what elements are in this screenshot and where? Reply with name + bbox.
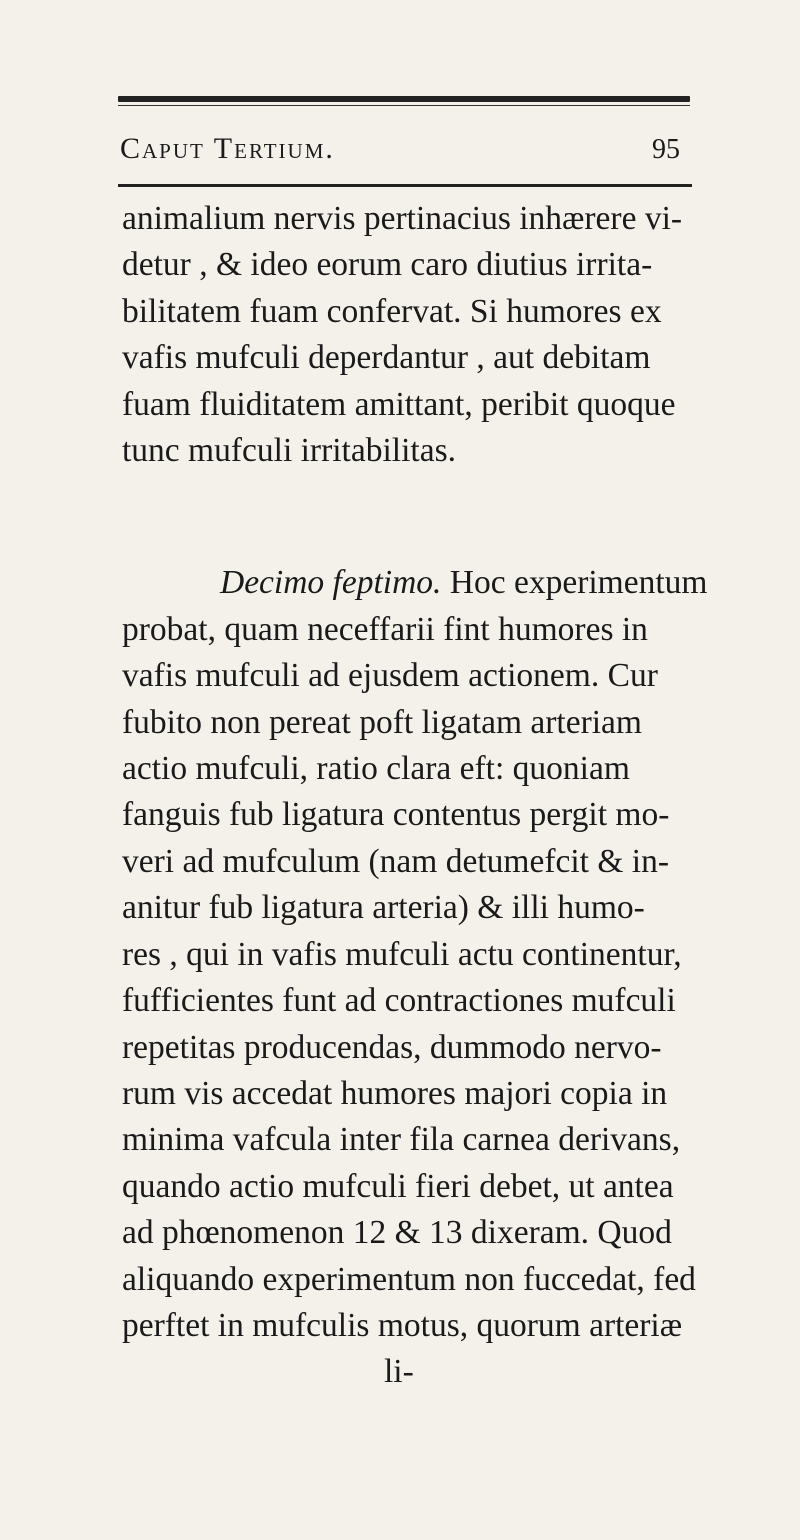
section-lead: Decimo feptimo. — [220, 564, 442, 602]
text-line: anitur fub ligatura arteria) & illi humo- — [122, 889, 645, 927]
text-line: rum vis accedat humores majori copia in — [122, 1074, 668, 1112]
text-line: fanguis fub ligatura contentus pergit mo- — [122, 796, 670, 834]
paragraph-1 — [122, 196, 702, 474]
paragraph-2 — [122, 560, 708, 1395]
text-line: fufficientes funt ad contractiones mufculi — [122, 982, 676, 1020]
text-line: probat, quam neceffarii fint humores in — [122, 610, 648, 648]
text-line: perftet in mufculis motus, quorum arteriæ — [122, 1306, 683, 1344]
body-text — [122, 196, 708, 1396]
text-line: bilitatem fuam confervat. Si humores ex — [122, 292, 662, 330]
text-line: aliquando experimentum non fuccedat, fed — [122, 1260, 696, 1298]
lead-line-rest: Hoc experimentum — [441, 564, 708, 602]
top-rule — [118, 96, 690, 102]
text-line: detur , & ideo eorum caro diutius irrita- — [122, 246, 653, 284]
text-line: repetitas producendas, dummodo nervo- — [122, 1028, 662, 1066]
catchword: li- — [384, 1353, 414, 1391]
text-line: vafis mufculi deperdantur , aut debitam — [122, 339, 651, 377]
text-line — [122, 560, 708, 606]
text-line: ad phœnomenon 12 & 13 dixeram. Quod — [122, 1214, 672, 1252]
text-line: actio mufculi, ratio clara eft: quoniam — [122, 750, 630, 788]
text-line: fubito non pereat poft ligatam arteriam — [122, 703, 642, 741]
text-line: animalium nervis pertinacius inhærere vi- — [122, 200, 683, 237]
text-line: quando actio mufculi fieri debet, ut antea — [122, 1167, 674, 1205]
text-line: veri ad mufculum (nam detumefcit & in- — [122, 842, 669, 880]
text-line: fuam fluiditatem amittant, peribit quoque — [122, 385, 676, 423]
header-rule — [118, 184, 692, 187]
text-line: res , qui in vafis mufculi actu continentur, — [122, 935, 682, 973]
text-line: vafis mufculi ad ejusdem actionem. Cur — [122, 657, 658, 695]
page-header — [120, 132, 680, 172]
text-line: minima vafcula inter fila carnea derivans, — [122, 1121, 681, 1159]
paragraph-gap — [122, 474, 702, 560]
page-number: 95 — [652, 134, 680, 165]
running-title: Caput Tertium. — [120, 132, 335, 165]
text-line: tunc mufculi irritabilitas. — [122, 432, 456, 470]
